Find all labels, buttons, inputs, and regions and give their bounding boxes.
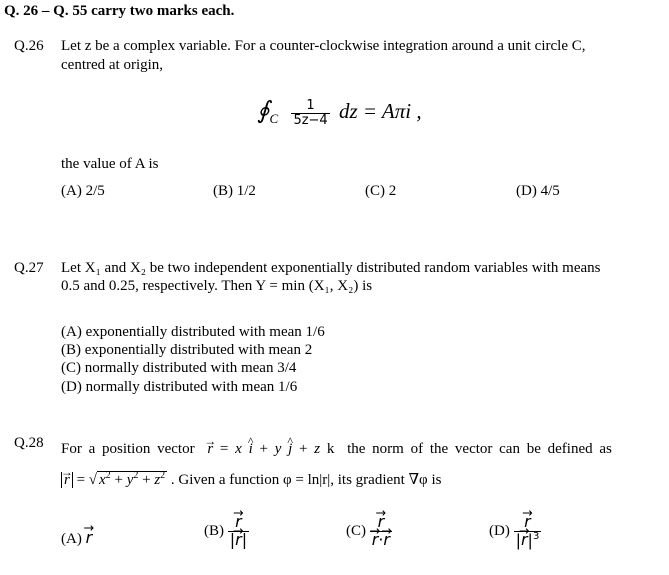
option-b: (B) exponentially distributed with mean 2 — [61, 342, 313, 358]
integral-rhs: dz = Aπi , — [338, 99, 422, 123]
contour-integral-sign: ∮ — [257, 98, 270, 124]
option-label: (D) — [489, 522, 510, 539]
line1-prefix: For a position vector — [61, 441, 195, 457]
question-number: Q.27 — [14, 260, 44, 276]
option-a — [61, 528, 92, 548]
question-text-line1: Let X₁ and X₂ be two independent exponentially distributed random variables with means — [61, 260, 601, 276]
option-label: (A) — [61, 531, 82, 547]
option-label: (B) — [204, 522, 224, 539]
option-c: (C) 2 — [365, 183, 397, 199]
question-text-line1: Let z be a complex variable. For a counter-clockwise integration around a unit circle C, — [61, 38, 586, 54]
option-a: (A) exponentially distributed with mean 1/6 — [61, 324, 325, 340]
option-b: (B) 1/2 — [213, 183, 256, 199]
option-b — [204, 514, 249, 549]
fraction-denominator: 5z−4 — [293, 112, 328, 128]
norm-expression: → r = √ $x^2 + y^2 + z^2$ — [61, 471, 167, 488]
fraction-numerator: 1 — [306, 98, 315, 114]
option-d — [489, 514, 541, 549]
option-a: (A) 2/5 — [61, 183, 105, 199]
contour-label: C — [269, 111, 279, 127]
question-number: Q.26 — [14, 38, 44, 54]
option-label: (C) — [346, 522, 366, 539]
integral-equation — [257, 96, 422, 127]
option-a-expression: → r — [86, 528, 93, 547]
question-number: Q.28 — [14, 435, 44, 451]
option-c-expression: → r → r·→ r — [370, 514, 392, 549]
question-text-line2: centred at origin, — [61, 57, 164, 73]
position-vector-expression: → r = x ^ i + y ^ j + z k — [207, 441, 334, 457]
question-text-line2 — [61, 470, 441, 489]
question-prompt: the value of A is — [61, 156, 159, 172]
question-text-line2: 0.5 and 0.25, respectively. Then Y = min (X₁, X₂) is — [61, 278, 373, 294]
option-b-expression: → $\frac{r}{|\to r|}$ — [228, 514, 249, 549]
question-text-line1 — [61, 441, 612, 458]
line2-suffix: . Given a function φ = ln|r|, its gradient ∇φ is — [170, 472, 442, 488]
section-heading: Q. 26 – Q. 55 carry two marks each. — [4, 3, 235, 19]
option-c: (C) normally distributed with mean 3/4 — [61, 360, 297, 376]
option-d-expression: → $\frac{r}{|\to r|^3}$ — [514, 514, 542, 549]
option-c — [346, 514, 392, 549]
option-d: (D) 4/5 — [516, 183, 560, 199]
option-d: (D) normally distributed with mean 1/6 — [61, 379, 298, 395]
line1-suffix: the norm of the vector can be defined as — [347, 441, 612, 457]
integrand-fraction — [291, 99, 329, 127]
